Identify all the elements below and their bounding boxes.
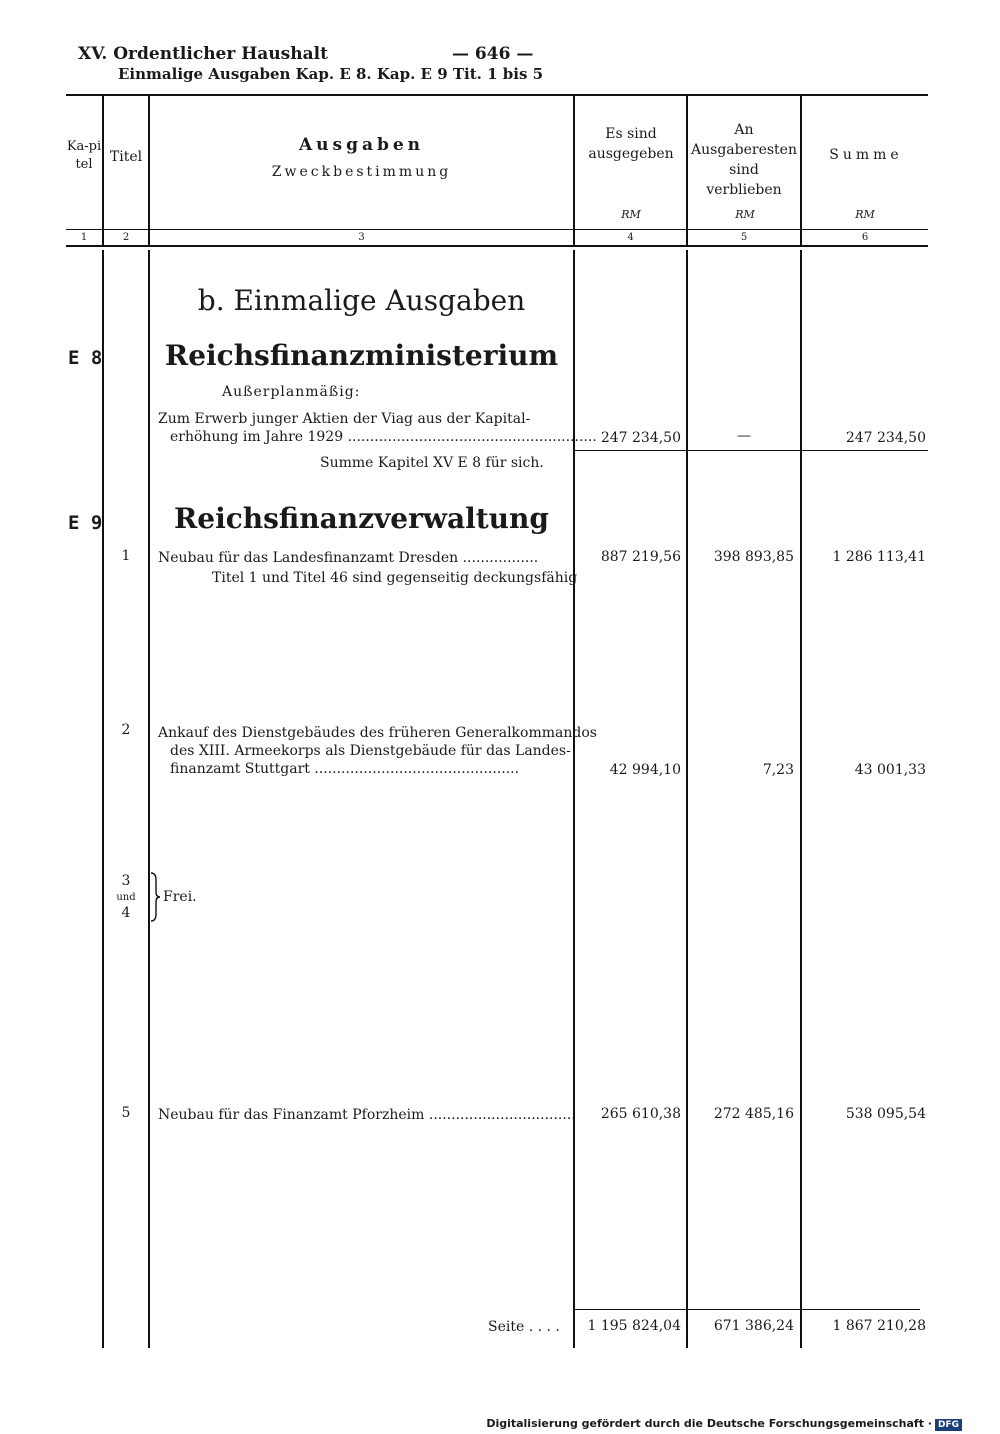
seite-label: Seite . . . . <box>488 1319 560 1335</box>
col-number-6: 6 <box>861 232 869 243</box>
e9-heading: Reichsfinanzverwaltung <box>174 502 549 535</box>
col-divider-4 <box>686 94 688 247</box>
header-bottom-rule <box>66 245 928 247</box>
kapitel-e9: E 9 <box>68 512 103 534</box>
body-divider-5 <box>800 250 802 1348</box>
item2-summe: 43 001,33 <box>854 762 926 778</box>
item1-summe: 1 286 113,41 <box>832 549 926 565</box>
seite-summe: 1 867 210,28 <box>832 1318 926 1334</box>
running-header-subtitle: Einmalige Ausgaben Kap. E 8. Kap. E 9 Tit. 1 bis 5 <box>118 65 544 83</box>
e8-line2-text: erhöhung im Jahre 1929 <box>170 429 344 445</box>
section-title: b. Einmalige Ausgaben <box>197 284 526 317</box>
e8-summe: 247 234,50 <box>845 430 926 446</box>
item5-line <box>158 1106 576 1124</box>
item2-line3-text: finanzamt Stuttgart <box>170 761 310 777</box>
table-top-rule <box>66 94 928 96</box>
item5-reste: 272 485,16 <box>713 1106 794 1122</box>
item2-line2: des XIII. Armeekorps als Dienstgebäude für das Landes- <box>170 743 571 759</box>
item5-text: Neubau für das Finanzamt Pforzheim <box>158 1107 425 1123</box>
leader-dots: .............................................. <box>309 761 520 777</box>
e8-subheading: Außerplanmäßig: <box>222 384 361 400</box>
item2-line1: Ankauf des Dienstgebäudes des früheren Generalkommandos <box>158 725 597 741</box>
col-header-summe: Summe <box>829 147 903 163</box>
item5-ausgegeben: 265 610,38 <box>600 1106 681 1122</box>
col-divider-3 <box>573 94 575 247</box>
e8-sum-rule <box>575 450 928 451</box>
dfg-logo: DFG <box>935 1419 962 1431</box>
footer-text: Digitalisierung gefördert durch die Deutsche Forschungsgemeinschaft · <box>486 1417 932 1430</box>
e8-summe-label: Summe Kapitel XV E 8 für sich. <box>320 455 544 471</box>
col-number-5: 5 <box>740 232 748 243</box>
running-header-title: XV. Ordentlicher Haushalt <box>78 44 328 64</box>
seite-sum-rule <box>575 1309 920 1310</box>
titel-4: 4 <box>121 905 131 921</box>
titel-3: 3 <box>121 873 131 889</box>
page-number: — 646 — <box>452 44 534 64</box>
col-number-2: 2 <box>122 232 130 243</box>
body-divider-1 <box>102 250 104 1348</box>
seite-reste: 671 386,24 <box>713 1318 794 1334</box>
currency-label-6: RM <box>855 208 875 221</box>
e8-heading: Reichsfinanzministerium <box>164 339 559 372</box>
item5-summe: 538 095,54 <box>845 1106 926 1122</box>
item1-text: Neubau für das Landesfinanzamt Dresden <box>158 550 459 566</box>
col-header-ausgegeben: Es sind ausgegeben <box>588 126 674 162</box>
e8-line1: Zum Erwerb junger Aktien der Viag aus der Kapital- <box>158 411 531 427</box>
col-header-kapitel: Ka-pitel <box>66 139 102 172</box>
col-header-zweck: Zweckbestimmung <box>271 164 452 180</box>
currency-label-5: RM <box>735 208 755 221</box>
digitization-footer <box>486 1417 962 1431</box>
col-number-3: 3 <box>358 232 365 243</box>
titel-und: und <box>116 892 136 903</box>
e8-line2 <box>170 428 597 446</box>
item2-ausgegeben: 42 994,10 <box>609 762 681 778</box>
currency-label-4: RM <box>621 208 641 221</box>
leader-dots: ................................. <box>424 1107 576 1123</box>
titel-5: 5 <box>121 1105 131 1121</box>
titel-2: 2 <box>121 722 131 738</box>
col-number-1: 1 <box>80 232 88 243</box>
item1-note: Titel 1 und Titel 46 sind gegenseitig deckungsfähig <box>212 570 578 586</box>
e8-ausgegeben: 247 234,50 <box>600 430 681 446</box>
e8-reste: — <box>737 428 751 444</box>
body-divider-4 <box>686 250 688 1348</box>
col-divider-5 <box>800 94 802 247</box>
brace-icon <box>148 872 162 922</box>
body-divider-3 <box>573 250 575 1348</box>
item2-reste: 7,23 <box>762 762 794 778</box>
leader-dots: ................. <box>458 550 539 566</box>
item3-4-frei: Frei. <box>163 889 197 905</box>
col-header-reste: An Ausgaberesten sind verblieben <box>691 122 797 198</box>
kapitel-e8: E 8 <box>68 347 103 369</box>
body-divider-2 <box>148 250 150 1348</box>
item2-line3 <box>170 760 568 778</box>
item1-ausgegeben: 887 219,56 <box>600 549 681 565</box>
leader-dots: ........................................................ <box>343 429 597 445</box>
col-number-4: 4 <box>627 232 634 243</box>
col-header-titel: Titel <box>109 149 143 165</box>
item1-reste: 398 893,85 <box>713 549 794 565</box>
item1-line <box>158 549 568 567</box>
seite-ausgegeben: 1 195 824,04 <box>587 1318 681 1334</box>
header-number-rule <box>66 229 928 230</box>
col-divider-1 <box>102 94 104 247</box>
titel-1: 1 <box>121 548 131 564</box>
col-header-ausgaben: Ausgaben <box>298 135 425 155</box>
